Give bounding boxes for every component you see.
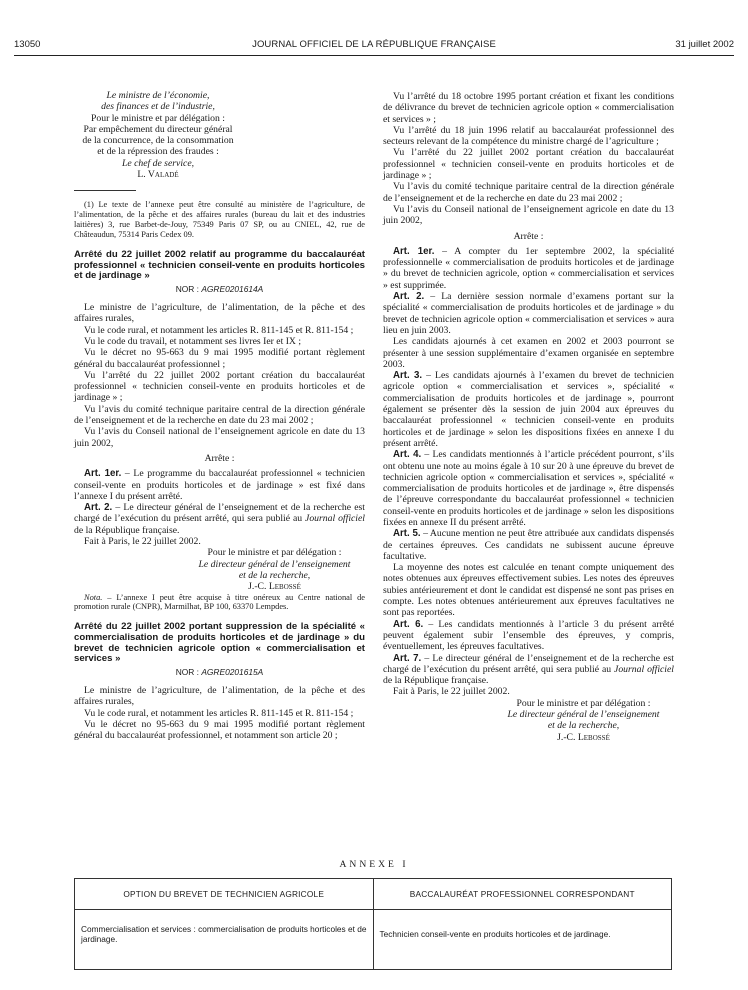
paragraph: Vu l’arrêté du 18 octobre 1995 portant création et fixant les conditions de délivrance du brevet de technicien agricole option « commercialisation et services » ; (383, 91, 674, 125)
paragraph: La moyenne des notes est calculée en tenant compte uniquement des notes obtenues aux épreuves effectivement subies. Les notes des épreuves subies antérieurement et dont le candidat est dispensé ne sont pas prises en compte. Les notes obtenues antérieurement aux épreuves facultatives ne sont pas reportées. (383, 562, 674, 619)
journal-reference: Journal officiel (614, 663, 674, 675)
article-label: Art. 2. (393, 291, 425, 303)
article-text: de la République française. (383, 675, 489, 687)
signature-line: Le chef de service, (121, 157, 195, 169)
fait-a-paris: Fait à Paris, le 22 juillet 2002. (393, 686, 510, 698)
left-column (74, 90, 365, 741)
fait-a-paris: Fait à Paris, le 22 juillet 2002. (84, 536, 201, 548)
signature-line: et de la répression des fraudes : (97, 146, 219, 158)
paragraph: Vu l’avis du Conseil national de l’enseignement agricole en date du 13 juin 2002, (74, 426, 365, 449)
arrete-heading: Arrête : (513, 230, 544, 242)
signatory-name: L. Valadé (137, 169, 179, 181)
signature-line: de la concurrence, de la consommation (82, 135, 234, 147)
decree-title: Arrêté du 22 juillet 2002 portant suppression de la spécialité « commercialisation de produits horticoles et de jardinage » du brevet de technicien agricole option « commercialisation et services » (74, 621, 365, 665)
column-header: BACCALAURÉAT PROFESSIONNEL CORRESPONDANT (373, 879, 672, 910)
article-label: Art. 1er. (84, 468, 122, 480)
table-cell: Commercialisation et services : commercialisation de produits horticoles et de jardinage. (75, 910, 374, 970)
article-label: Art. 3. (393, 370, 423, 382)
paragraph: Vu le décret no 95-663 du 9 mai 1995 modifié portant règlement général du baccalauréat professionnel, et notamment son article 20 ; (74, 718, 365, 742)
table-header-row (75, 879, 672, 910)
article (383, 449, 674, 528)
signature-block (184, 547, 365, 592)
signature-line: des finances et de l’industrie, (101, 101, 215, 113)
header-rule (14, 55, 734, 56)
article-text: – Les candidats mentionnés à l’article 3 du présent arrêté peuvent également subir l’ensemble des épreuves, y compris, éventuellement, les épreuves facultatives. (383, 618, 674, 653)
paragraph: Vu le code du travail, et notamment ses livres Ier et IX ; (84, 335, 302, 347)
signature-line: Pour le ministre et par délégation : (91, 112, 225, 124)
nor-code: AGRE0201614A (201, 283, 264, 294)
nota-text: – L’annexe I peut être acquise à titre onéreux au Centre national de promotion rurale (CNPR), Marmilhat, BP 100, 63370 Lempdes. (74, 592, 365, 612)
signatory-name: J.-C. Lebossé (557, 731, 610, 743)
article-label: Art. 1er. (393, 245, 435, 257)
signatory-name: J.-C. Lebossé (248, 581, 301, 593)
arrete-heading: Arrête : (204, 452, 235, 464)
article-label: Art. 6. (393, 618, 424, 630)
table-cell: Technicien conseil-vente en produits horticoles et de jardinage. (373, 910, 672, 970)
column-header: OPTION DU BREVET DE TECHNICIEN AGRICOLE (75, 879, 374, 910)
paragraph: Les candidats ajournés à cet examen en 2002 et 2003 pourront se présenter à une session supplémentaire d’examen organisée en septembre 2003. (383, 336, 674, 370)
article-label: Art. 2. (84, 502, 113, 514)
nor-code: AGRE0201615A (201, 666, 264, 677)
article (383, 291, 674, 336)
article (383, 619, 674, 653)
paragraph: Vu l’avis du comité technique paritaire central de la direction générale de l’enseignement et de la recherche en date du 23 mai 2002 ; (383, 181, 674, 204)
article-label: Art. 4. (393, 449, 422, 461)
paragraph: Vu l’arrêté du 18 juin 1996 relatif au baccalauréat professionnel des secteurs relevant de la compétence du ministre chargé de l’agriculture ; (383, 124, 674, 148)
article-text: – La dernière session normale d’examens portant sur la spécialité « commercialisation de produits horticoles et de jardinage » du brevet de technicien agricole option « commercialisation et services » aura lieu en juin 2003. (383, 291, 674, 336)
article-text: de la République française. (74, 524, 180, 536)
paragraph: Vu le code rural, et notamment les articles R. 811-145 et R. 811-154 ; (84, 707, 354, 719)
article-text: – Aucune mention ne peut être attribuée aux candidats dispensés de certaines épreuves. Ces candidats ne subissent aucune épreuve facultative. (383, 528, 674, 562)
footnote: (1) Le texte de l’annexe peut être consulté au ministère de l’agriculture, de l’alimentation, de la pêche et des affaires rurales (bureau du lait et des industries laitières) 3, rue Barbet-de-Jouy, 75349 Paris 07 SP, ou au CNIEL, 42, rue de Châteaudun, 75314 Paris Cedex 09. (74, 200, 365, 240)
paragraph: Vu l’arrêté du 22 juillet 2002 portant création du baccalauréat professionnel « technicien conseil-vente en produits horticoles et de jardinage » ; (383, 147, 674, 182)
paragraph: Vu l’avis du comité technique paritaire central de la direction générale de l’enseignement et de la recherche en date du 23 mai 2002 ; (74, 403, 365, 427)
nor-label: NOR : (175, 283, 199, 294)
signature-line: Pour le ministre et par délégation : (207, 547, 342, 559)
article-text: – A compter du 1er septembre 2002, la spécialité professionnelle « commercialisation de produits horticoles et de jardinage » du brevet de technicien agricole, option « commercialisation et services » est supprimée. (383, 245, 674, 291)
nor-reference (74, 667, 365, 678)
nor-label: NOR : (175, 666, 199, 677)
nota (74, 593, 365, 613)
article (383, 246, 674, 291)
signature-line: et de la recherche, (547, 720, 620, 732)
article (74, 468, 365, 502)
article-label: Art. 5. (393, 528, 421, 540)
article-text: – Le directeur général de l’enseignement et de la recherche est chargé de l’exécution du présent arrêté, qui sera publié au (74, 502, 365, 525)
paragraph: Vu le décret no 95-663 du 9 mai 1995 modifié portant règlement général du baccalauréat professionnel ; (74, 347, 365, 370)
journal-reference: Journal officiel (305, 513, 365, 525)
footnote-rule (74, 190, 136, 191)
article (383, 370, 674, 449)
page-number: 13050 (14, 39, 41, 50)
signature-line: Le ministre de l’économie, (106, 90, 210, 101)
signature-line: et de la recherche, (238, 569, 311, 581)
article-label: Art. 7. (393, 652, 422, 664)
article (74, 502, 365, 536)
article (383, 528, 674, 562)
right-column (383, 91, 674, 743)
article-text: – Le programme du baccalauréat professionnel « technicien conseil-vente en produits horticoles et de jardinage » est fixé dans l’annexe I du présent arrêté. (74, 468, 366, 502)
signature-block-economy (74, 90, 242, 180)
annexe-title: ANNEXE I (339, 859, 409, 870)
paragraph: Vu l’avis du Conseil national de l’enseignement agricole en date du 13 juin 2002, (383, 203, 674, 227)
article-text: – Les candidats ajournés à l’examen du brevet de technicien agricole option « commercialisation et services », spécialité « commercialisation de produits horticoles et de jardinage », pourront également se présenter dès la session de juin 2004 aux épreuves du baccalauréat professionnel « technicien conseil-vente en produits horticoles et de jardinage » selon les dispositions fixées en annexe I du présent arrêté. (383, 370, 674, 449)
table-row (75, 910, 672, 970)
article (383, 653, 674, 687)
signature-line: Le directeur général de l’enseignement (507, 709, 660, 721)
signature-line: Par empêchement du directeur général (83, 123, 233, 135)
annexe-table (74, 878, 672, 970)
article-text: – Le directeur général de l’enseignement et de la recherche est chargé de l’exécution du présent arrêté, qui sera publié au (383, 652, 674, 675)
paragraph: Le ministre de l’agriculture, de l’alimentation, de la pêche et des affaires rurales, (74, 302, 365, 325)
article-text: – Les candidats mentionnés à l’article précédent pourront, s’ils ont obtenu une note au moins égale à 10 sur 20 à une épreuve du brevet de technicien agricole option « commercialisation et services », spécialité « commercialisation de produits horticoles et de jardinage », être dispensés de l’épreuve correspondante du baccalauréat professionnel « technicien conseil-vente en produits horticoles et de jardinage » selon les dispositions fixées en annexe II du présent arrêté. (383, 449, 674, 528)
nor-reference (74, 284, 365, 295)
nota-label: Nota. (84, 592, 103, 602)
signature-line: Le directeur général de l’enseignement (198, 558, 351, 570)
journal-title: JOURNAL OFFICIEL DE LA RÉPUBLIQUE FRANÇAISE (252, 39, 496, 50)
publication-date: 31 juillet 2002 (675, 39, 734, 50)
paragraph: Vu l’arrêté du 22 juillet 2002 portant création du baccalauréat professionnel « technicien conseil-vente en produits horticoles et de jardinage » ; (74, 369, 365, 404)
signature-block (493, 698, 674, 743)
signature-line: Pour le ministre et par délégation : (516, 697, 651, 709)
decree-title: Arrêté du 22 juillet 2002 relatif au programme du baccalauréat professionnel « technicien conseil-vente en produits horticoles et de jardinage » (74, 249, 365, 282)
paragraph: Le ministre de l’agriculture, de l’alimentation, de la pêche et des affaires rurales, (74, 684, 365, 708)
page-header (14, 39, 734, 53)
paragraph: Vu le code rural, et notamment les articles R. 811-145 et R. 811-154 ; (84, 324, 354, 336)
